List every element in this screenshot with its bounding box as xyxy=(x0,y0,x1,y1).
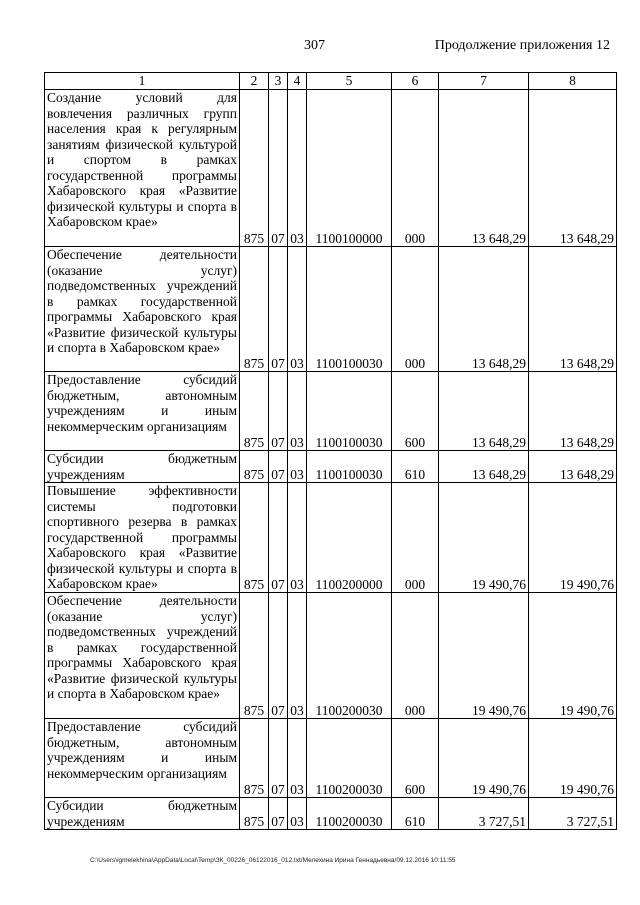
row-name: Создание условий для вовлечения различных групп населения края к регулярным занятиям физической культурой и спортом в рамках государственной программы Хабаровского края «Развитие физической культуры и спорта в Хабаровском крае» xyxy=(45,90,240,247)
cell-subsection: 03 xyxy=(288,719,307,798)
table-row xyxy=(45,451,617,483)
row-name: Обеспечение деятельности (оказание услуг) подведомственных учреждений в рамках государственной программы Хабаровского края «Развитие физической культуры и спорта в Хабаровском крае» xyxy=(45,247,240,372)
cell-section: 07 xyxy=(269,483,288,593)
column-header: 1 xyxy=(45,73,240,90)
column-header: 2 xyxy=(240,73,269,90)
cell-target-article: 1100200030 xyxy=(307,593,392,719)
cell-code: 875 xyxy=(240,719,269,798)
table-row xyxy=(45,719,617,798)
cell-expense-type: 000 xyxy=(392,593,439,719)
cell-amount: 19 490,76 xyxy=(439,483,529,593)
cell-section: 07 xyxy=(269,372,288,451)
cell-expense-type: 600 xyxy=(392,719,439,798)
cell-expense-type: 610 xyxy=(392,798,439,830)
cell-section: 07 xyxy=(269,593,288,719)
cell-section: 07 xyxy=(269,719,288,798)
table-row xyxy=(45,593,617,719)
budget-table xyxy=(44,72,617,830)
cell-subsection: 03 xyxy=(288,798,307,830)
cell-amount: 19 490,76 xyxy=(529,483,617,593)
row-name: Обеспечение деятельности (оказание услуг) подведомственных учреждений в рамках государственной программы Хабаровского края «Развитие физической культуры и спорта в Хабаровском крае» xyxy=(45,593,240,719)
cell-amount: 13 648,29 xyxy=(529,451,617,483)
cell-target-article: 1100100030 xyxy=(307,451,392,483)
cell-subsection: 03 xyxy=(288,372,307,451)
column-header: 5 xyxy=(307,73,392,90)
cell-amount: 19 490,76 xyxy=(529,719,617,798)
column-header: 4 xyxy=(288,73,307,90)
row-name: Повышение эффективности системы подготовки спортивного резерва в рамках государственной программы Хабаровского края «Развитие физической культуры и спорта в Хабаровском крае» xyxy=(45,483,240,593)
cell-expense-type: 000 xyxy=(392,483,439,593)
table-header-row xyxy=(45,73,617,90)
cell-code: 875 xyxy=(240,451,269,483)
cell-section: 07 xyxy=(269,247,288,372)
column-header: 3 xyxy=(269,73,288,90)
cell-section: 07 xyxy=(269,798,288,830)
cell-subsection: 03 xyxy=(288,90,307,247)
page-number: 307 xyxy=(304,38,325,53)
table-row xyxy=(45,483,617,593)
cell-amount: 13 648,29 xyxy=(439,372,529,451)
column-header: 6 xyxy=(392,73,439,90)
cell-target-article: 1100100000 xyxy=(307,90,392,247)
column-header: 8 xyxy=(529,73,617,90)
cell-code: 875 xyxy=(240,90,269,247)
cell-target-article: 1100100030 xyxy=(307,372,392,451)
cell-code: 875 xyxy=(240,247,269,372)
cell-subsection: 03 xyxy=(288,483,307,593)
cell-amount: 13 648,29 xyxy=(529,372,617,451)
table-row xyxy=(45,372,617,451)
cell-amount: 3 727,51 xyxy=(529,798,617,830)
cell-code: 875 xyxy=(240,372,269,451)
cell-expense-type: 000 xyxy=(392,90,439,247)
cell-amount: 13 648,29 xyxy=(439,90,529,247)
cell-target-article: 1100200000 xyxy=(307,483,392,593)
cell-code: 875 xyxy=(240,483,269,593)
cell-amount: 13 648,29 xyxy=(529,247,617,372)
cell-target-article: 1100200030 xyxy=(307,719,392,798)
cell-expense-type: 600 xyxy=(392,372,439,451)
row-name: Субсидии бюджетным учреждениям xyxy=(45,451,240,483)
cell-expense-type: 000 xyxy=(392,247,439,372)
row-name: Субсидии бюджетным учреждениям xyxy=(45,798,240,830)
cell-amount: 13 648,29 xyxy=(439,451,529,483)
table-row xyxy=(45,798,617,830)
cell-target-article: 1100200030 xyxy=(307,798,392,830)
cell-code: 875 xyxy=(240,593,269,719)
cell-target-article: 1100100030 xyxy=(307,247,392,372)
cell-subsection: 03 xyxy=(288,593,307,719)
cell-expense-type: 610 xyxy=(392,451,439,483)
cell-amount: 19 490,76 xyxy=(529,593,617,719)
cell-amount: 3 727,51 xyxy=(439,798,529,830)
row-name: Предоставление субсидий бюджетным, автономным учреждениям и иным некоммерческим организациям xyxy=(45,719,240,798)
file-path-footer: C:\Users\igmelekhina\AppData\Local\Temp\ЗК_00226_06122016_012.txt/Мелехина Ирина Геннадьевна/09.12.2016 10:11:55 xyxy=(90,857,456,864)
appendix-continuation-note: Продолжение приложения 12 xyxy=(434,38,610,53)
cell-amount: 19 490,76 xyxy=(439,593,529,719)
cell-subsection: 03 xyxy=(288,451,307,483)
cell-section: 07 xyxy=(269,90,288,247)
table-row xyxy=(45,247,617,372)
cell-subsection: 03 xyxy=(288,247,307,372)
cell-amount: 19 490,76 xyxy=(439,719,529,798)
table-row xyxy=(45,90,617,247)
cell-section: 07 xyxy=(269,451,288,483)
cell-code: 875 xyxy=(240,798,269,830)
row-name: Предоставление субсидий бюджетным, автономным учреждениям и иным некоммерческим организациям xyxy=(45,372,240,451)
column-header: 7 xyxy=(439,73,529,90)
cell-amount: 13 648,29 xyxy=(529,90,617,247)
cell-amount: 13 648,29 xyxy=(439,247,529,372)
